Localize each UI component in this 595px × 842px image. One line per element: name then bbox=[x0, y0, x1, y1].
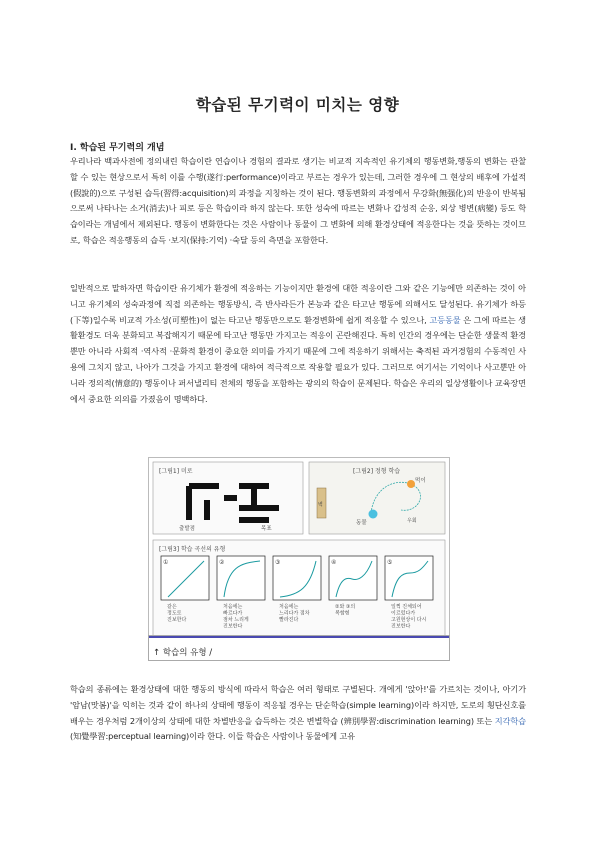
curve-description: ②와 ③의 bbox=[335, 604, 356, 610]
curve-description: 처음에는 bbox=[223, 604, 243, 610]
curve-number: ① bbox=[163, 559, 169, 566]
caption-box bbox=[148, 635, 450, 661]
curve-number: ⑤ bbox=[387, 559, 393, 566]
fig2-food: 먹이 bbox=[415, 478, 426, 484]
animal-shape bbox=[369, 510, 378, 519]
paragraph-3 bbox=[70, 682, 526, 745]
link-higher-animals[interactable]: 고등동물 bbox=[429, 314, 461, 325]
learning-figure bbox=[148, 457, 450, 659]
food-shape bbox=[407, 480, 415, 488]
curve-description: 진보한다 bbox=[167, 617, 187, 623]
fig1-start: 출발점 bbox=[179, 526, 195, 532]
link-perceptual-learning[interactable]: 지각학습 bbox=[494, 715, 526, 726]
curve-description: 일찍 진체되어 bbox=[391, 604, 422, 610]
paragraph-1: 우리나라 백과사전에 정의내린 학습이란 연습이나 경험의 결과로 생기는 비교적 지속적인 유기체의 행동변화,행동의 변화는 관찰할 수 있는 현상으로서 특히 이를 수행(遂行:performance)이라고 부르는 경우가 있는데, 그러한 경우에 그 현상의 배후에 가설적(假說的)으로 구성된 습득(習得:acquisition)의 과정을 지칭하는 것이 된다. 행동변화의 과정에서 무강화(無强化)의 반응이 반복됨으로써 나타나는 소거(消去)나 피로 등은 학습이라 하지 않는다. 또한 성숙에 따르는 변화나 갑성적 순응, 외상 병변(病變) 등도 학습이라는 개념에서 제외된다. 행동이 변화한다는 것은 사람이나 동물이 그 변화에 의해 환경상태에 적응한다는 것을 뜻하는 것이므로, 학습은 적응행동의 습득 ·보지(保持:기억) ·숙달 등의 측면을 포함한다. bbox=[70, 156, 527, 245]
curve-description: 같은 bbox=[167, 604, 177, 610]
curve-number: ④ bbox=[331, 559, 337, 566]
curve-description: 진보한다 bbox=[223, 623, 243, 630]
figure-illustration bbox=[149, 458, 449, 658]
section-heading: Ⅰ. 학습된 무기력의 개념 bbox=[70, 143, 165, 153]
page-title: 학습된 무기력이 미치는 영향 bbox=[195, 96, 400, 114]
curve-description: 정도로 bbox=[167, 610, 182, 617]
paragraph-2 bbox=[70, 281, 526, 407]
fig2-label: [그림2] 정형 학습 bbox=[353, 468, 401, 475]
fig1-label: [그림1] 미로 bbox=[159, 468, 193, 475]
curve-description: 진보한다 bbox=[391, 623, 411, 630]
curve-number: ③ bbox=[275, 559, 281, 566]
figure-caption: ↑ 학습의 유형 / bbox=[153, 648, 213, 658]
paragraph-3-text-b: (知覺學習:perceptual learning)이라 한다. 이들 학습은 사람이나 동물에게 고유 bbox=[70, 731, 356, 742]
curve-description: 복합형 bbox=[335, 610, 350, 617]
curve-description: 이르렀다가 bbox=[391, 610, 416, 617]
fig3-label: [그림3] 학습 곡선의 유형 bbox=[159, 546, 226, 553]
paragraph-2-text-b: 은 그에 따르는 생활환경도 더욱 분화되고 복잡해지기 때문에 타고난 행동만 가지고는 적응이 곤란해진다. 특히 인간의 경우에는 단순한 생물적 환경뿐만 아니라 사회적 ·역사적 ·문화적 환경이 중요한 의미를 가지기 때문에 그에 적응하기 위해서는 축적된 과거경험의 수동적인 사용에 그치지 않고, 나아가 그것을 가지고 환경에 대하여 적극적으로 작용할 필요가 있다. 그러므로 여기서는 기억이나 사고뿐만 아니라 정의적(情意的) 행동이나 퍼서낼리티 전체의 행동을 포함하는 광의의 학습이 문제된다. 학습은 우리의 일상생활이나 교육장면에서 중요한 의의를 가졌음이 명백하다. bbox=[70, 314, 526, 404]
curve-description: 처음에는 bbox=[279, 604, 299, 610]
curve-description: 고원현상이 다시 bbox=[391, 617, 427, 623]
fig2-path: 우회 bbox=[407, 518, 417, 524]
curve-number: ② bbox=[219, 559, 225, 566]
fig1-goal: 목표 bbox=[261, 526, 272, 532]
fig2-wall: 벽 bbox=[318, 502, 323, 508]
paragraph-2-text-a: 일반적으로 말하자면 학습이란 유기체가 환경에 적응하는 기능이지만 환경에 대한 적응이란 그와 같은 기능에만 의존하는 것이 아니고 유기체의 성숙과정에 직접 의존하는 행동방식, 즉 반사라든가 본능과 같은 타고난 행동에 의해서도 달성된다. 유기체가 하등(下等)일수록 비교적 가소성(可塑性)이 없는 타고난 행동만으로도 환경변화에 쉽게 적응할 수 있으나, bbox=[70, 283, 526, 325]
curve-description: 느리다가 점차 bbox=[279, 610, 310, 617]
fig2-animal: 동물 bbox=[356, 520, 367, 526]
curve-description: 빨라진다 bbox=[279, 617, 299, 623]
curve-description: 점차 느리게 bbox=[223, 617, 249, 623]
paragraph-3-text-a: 학습의 종류에는 환경상태에 대한 행동의 방식에 따라서 학습은 여러 형태로 구별된다. 개에게 '앉아!'를 가르치는 것이나, 아기가 '암남(맛봄)'을 익히는 것과 같이 하나의 상태에 행동이 적응될 경우는 단순학습(simple learning)이라 하지만, 도로의 횡단신호를 배우는 경우처럼 2개이상의 상태에 대한 차별반응을 습득하는 것은 변별학습 (辨別學習:discrimination learning) 또는 bbox=[70, 684, 526, 726]
caption-rule bbox=[149, 636, 449, 638]
curve-description: 빠르다가 bbox=[223, 610, 243, 617]
